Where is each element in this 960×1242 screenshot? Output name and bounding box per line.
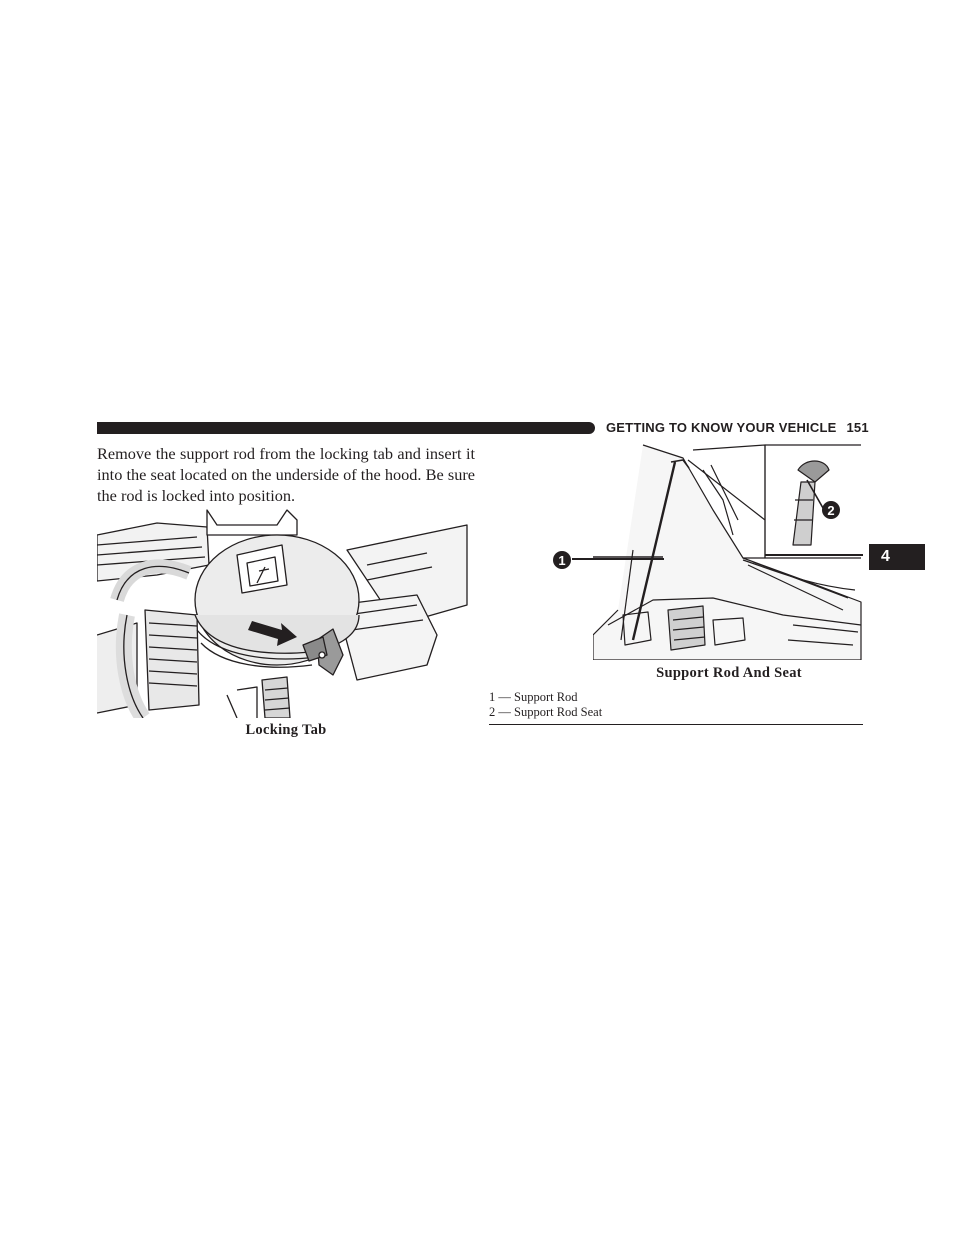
section-title: GETTING TO KNOW YOUR VEHICLE [606,420,837,435]
callout-1-label: 1 [558,553,566,568]
body-paragraph: Remove the support rod from the locking tab and insert it into the seat located on the underside of the hood. Be sure the rod is locked into position. [97,444,475,505]
locking-tab-illustration [97,505,475,718]
legend-item-support-rod: 1 — Support Rod [489,690,578,704]
legend-item-support-rod-seat: 2 — Support Rod Seat [489,705,603,719]
header-rule [97,422,595,434]
chapter-tab[interactable]: 4 [869,544,925,570]
callout-1-marker [550,548,574,572]
locking-tab-caption: Locking Tab [245,722,327,738]
page-number: 151 [846,420,869,435]
legend-rule [489,724,863,725]
support-rod-caption: Support Rod And Seat [656,665,802,681]
support-rod-illustration [593,440,865,660]
running-header [606,419,869,437]
callout-1-leader [572,558,664,560]
figure-legend [489,690,863,720]
callout-2-label: 2 [827,503,835,518]
figure-divider [765,554,863,556]
